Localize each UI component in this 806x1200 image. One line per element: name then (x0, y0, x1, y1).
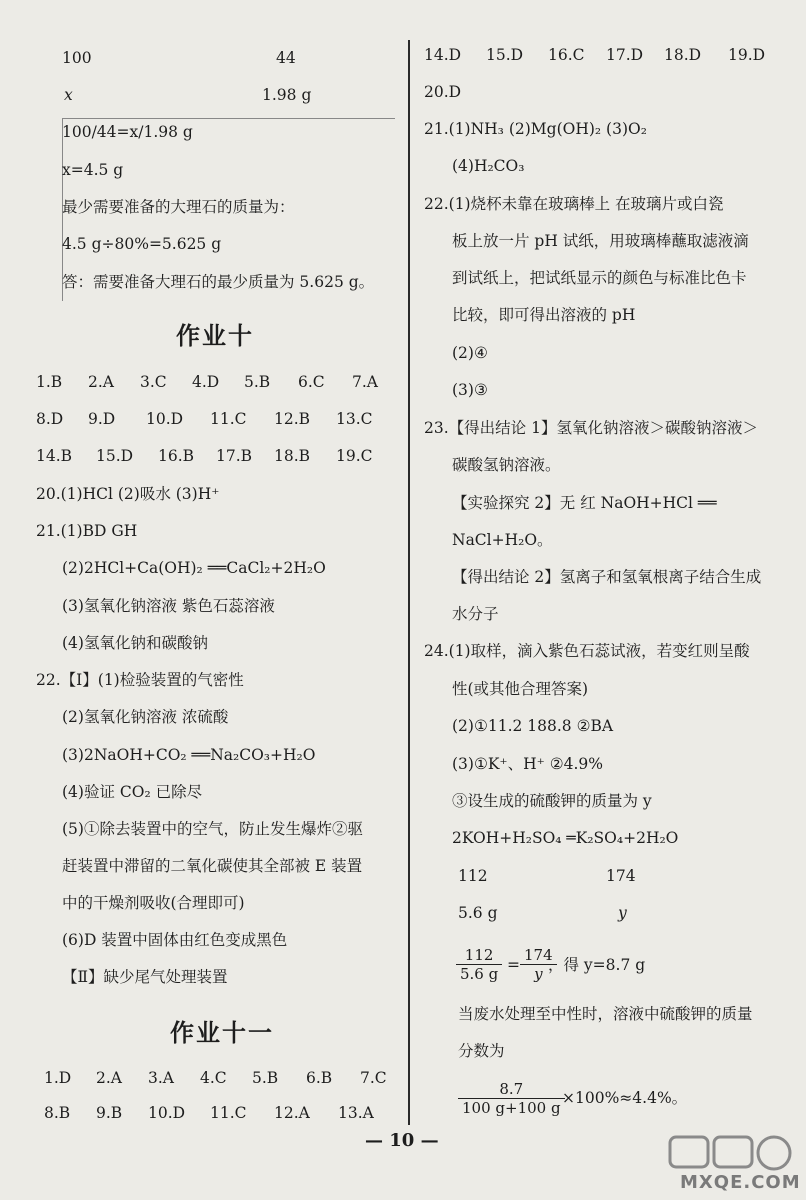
answer-line: (2)2HCl+Ca(OH)₂ ══CaCl₂+2H₂O (62, 559, 326, 577)
answer-line: (4)H₂CO₃ (452, 157, 525, 175)
answer-line: 20.D (424, 83, 462, 101)
choice-answer: 10.D (146, 410, 184, 428)
choice-answer: 12.B (274, 410, 311, 428)
fraction-denominator: 5.6 g (460, 965, 499, 983)
answer-line: ③设生成的硫酸钾的质量为 y (452, 792, 652, 810)
choice-answer: 1.B (36, 373, 63, 391)
answer-line: (5)①除去装置中的空气，防止发生爆炸②驱 (62, 820, 363, 838)
fraction-numerator: 174 (520, 946, 557, 965)
answer-line: 24.(1)取样，滴入紫色石蕊试液，若变红则呈酸 (424, 642, 750, 660)
calc-56g: 5.6 g (458, 904, 498, 922)
answer-line: 板上放一片 pH 试纸，用玻璃棒蘸取滤液滴 (452, 232, 749, 250)
choice-answer: 3.A (148, 1069, 174, 1087)
choice-answer: 16.B (158, 447, 195, 465)
answer-line: 中的干燥剂吸收(合理即可) (62, 894, 245, 912)
choice-answer: 2.A (96, 1069, 122, 1087)
calc-112: 112 (458, 867, 488, 885)
fraction-denominator: y (534, 965, 543, 983)
calc-x: x (64, 86, 73, 104)
choice-answer: 10.D (148, 1104, 186, 1122)
fraction-numerator: 112 (456, 946, 502, 965)
choice-answer: 17.D (606, 46, 644, 64)
choice-answer: 11.C (210, 410, 247, 428)
choice-answer: 12.A (274, 1104, 310, 1122)
answer-line: 2KOH+H₂SO₄ ═K₂SO₄+2H₂O (452, 829, 679, 847)
answer-line: 碳酸氢钠溶液。 (452, 456, 561, 474)
homework-11-title: 作业十一 (170, 1019, 274, 1047)
choice-answer: 6.B (306, 1069, 333, 1087)
answer-line: (2)①11.2 188.8 ②BA (452, 717, 614, 735)
homework-10-title: 作业十 (176, 322, 254, 350)
answer-line: (2)氢氧化钠溶液 浓硫酸 (62, 708, 229, 726)
answer-line: NaCl+H₂O。 (452, 531, 553, 549)
choice-answer: 8.B (44, 1104, 71, 1122)
answer-line: 当废水处理至中性时，溶液中硫酸钾的质量 (458, 1005, 753, 1023)
fraction-denominator: 100 g+100 g (462, 1099, 561, 1117)
box-line: x=4.5 g (62, 161, 124, 179)
choice-answer: 2.A (88, 373, 114, 391)
equals-sign: = (507, 956, 520, 974)
answer-line: 比较，即可得出溶液的 pH (452, 306, 636, 324)
choice-answer: 7.A (352, 373, 378, 391)
choice-answer: 18.D (664, 46, 702, 64)
answer-line: 水分子 (452, 605, 499, 623)
choice-answer: 19.C (336, 447, 373, 465)
page-number: — 10 — (365, 1130, 439, 1151)
choice-answer: 11.C (210, 1104, 247, 1122)
answer-line: (2)④ (452, 344, 488, 362)
answer-line: (4)氢氧化钠和碳酸钠 (62, 634, 208, 652)
choice-answer: 14.B (36, 447, 73, 465)
choice-answer: 9.B (96, 1104, 123, 1122)
calc-198: 1.98 g (262, 86, 312, 104)
calc-y: y (618, 904, 627, 922)
choice-answer: 19.D (728, 46, 766, 64)
calc-100: 100 (62, 49, 92, 67)
box-line: 4.5 g÷80%=5.625 g (62, 235, 222, 253)
choice-answer: 14.D (424, 46, 462, 64)
calc-44: 44 (276, 49, 296, 67)
choice-answer: 6.C (298, 373, 325, 391)
answer-line: 21.(1)NH₃ (2)Mg(OH)₂ (3)O₂ (424, 120, 647, 138)
answer-line: (3)2NaOH+CO₂ ══Na₂CO₃+H₂O (62, 746, 316, 764)
box-line: 100/44=x/1.98 g (62, 123, 193, 141)
choice-answer: 15.D (96, 447, 134, 465)
choice-answer: 1.D (44, 1069, 72, 1087)
box-line: 最少需要准备的大理石的质量为： (62, 198, 295, 216)
watermark-text: MXQE.COM (680, 1172, 801, 1193)
choice-answer: 15.D (486, 46, 524, 64)
choice-answer: 4.C (200, 1069, 227, 1087)
fraction-112-over-56 (456, 946, 502, 983)
answer-line: 22.(1)烧杯未靠在玻璃棒上 在玻璃片或白瓷 (424, 195, 724, 213)
fraction-result: ，得 y=8.7 g (548, 956, 646, 974)
choice-answer: 9.D (88, 410, 116, 428)
answer-line: (6)D 装置中固体由红色变成黑色 (62, 931, 288, 949)
answer-line: 性(或其他合理答案) (452, 680, 589, 698)
fraction-final (458, 1080, 565, 1117)
choice-answer: 4.D (192, 373, 220, 391)
answer-line: 【得出结论 2】氢离子和氢氧根离子结合生成 (452, 568, 762, 586)
choice-answer: 16.C (548, 46, 585, 64)
answer-line: (3)③ (452, 381, 488, 399)
choice-answer: 18.B (274, 447, 311, 465)
choice-answer: 5.B (252, 1069, 279, 1087)
answer-line: 【Ⅱ】缺少尾气处理装置 (62, 968, 228, 986)
answer-line: 20.(1)HCl (2)吸水 (3)H⁺ (36, 485, 220, 503)
choice-answer: 17.B (216, 447, 253, 465)
answer-line: (3)氢氧化钠溶液 紫色石蕊溶液 (62, 597, 275, 615)
final-result: ×100%≈4.4%。 (562, 1089, 688, 1107)
answer-line: 赶装置中滞留的二氧化碳使其全部被 E 装置 (62, 857, 363, 875)
choice-answer: 8.D (36, 410, 64, 428)
calc-174: 174 (606, 867, 636, 885)
choice-answer: 5.B (244, 373, 271, 391)
box-line: 答：需要准备大理石的最少质量为 5.625 g。 (62, 273, 375, 291)
choice-answer: 13.A (338, 1104, 374, 1122)
fraction-numerator: 8.7 (458, 1080, 565, 1099)
answer-line: 21.(1)BD GH (36, 522, 138, 540)
answer-line: 22.【Ⅰ】(1)检验装置的气密性 (36, 671, 244, 689)
choice-answer: 13.C (336, 410, 373, 428)
answer-line: 23.【得出结论 1】氢氧化钠溶液＞碳酸钠溶液＞ (424, 419, 758, 437)
answer-line: 【实验探究 2】无 红 NaOH+HCl ══ (452, 494, 717, 512)
column-divider (408, 40, 410, 1125)
answer-line: 分数为 (458, 1042, 505, 1060)
answer-line: (3)①K⁺、H⁺ ②4.9% (452, 755, 604, 773)
choice-answer: 7.C (360, 1069, 387, 1087)
answer-line: 到试纸上，把试纸显示的颜色与标准比色卡 (452, 269, 747, 287)
answer-line: (4)验证 CO₂ 已除尽 (62, 783, 203, 801)
choice-answer: 3.C (140, 373, 167, 391)
